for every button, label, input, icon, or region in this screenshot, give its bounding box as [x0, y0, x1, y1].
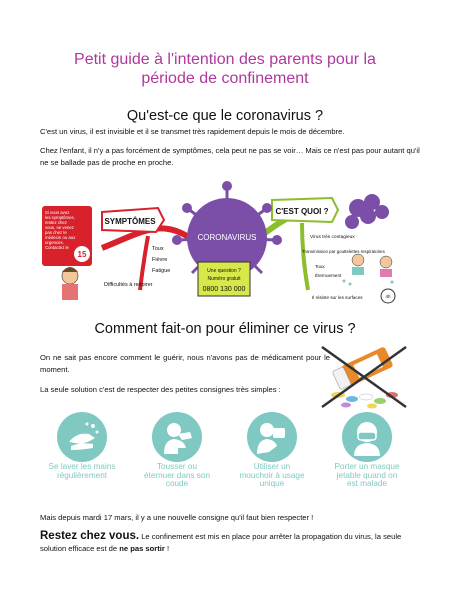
mask-icon	[342, 412, 392, 462]
symptoms-title: SYMPTÔMES	[104, 217, 156, 226]
whatis-title: C'EST QUOI ?	[275, 207, 329, 216]
gesture-label-1: Se laver les mains régulièrement	[48, 462, 116, 480]
page-title	[0, 50, 450, 88]
whatis-item-3: Toux	[315, 264, 325, 269]
mindmap-drawing	[40, 178, 420, 306]
symptom-1: Toux	[152, 246, 164, 252]
footer-para2-text: Le confinement est mis en place pour arrêter la propagation du virus, la seule solution efficace est de	[40, 532, 402, 553]
gesture-label-4: Porter un masque jetable quand on est malade	[334, 462, 400, 489]
red-box-number: 15	[77, 250, 87, 259]
tissue-icon	[247, 412, 297, 462]
whatis-item-1: Virus très contagieux	[310, 235, 355, 240]
footer-para1: Mais depuis mardi 17 mars, il y a une nouvelle consigne qu'il faut bien respecter !	[40, 513, 314, 522]
no-medicine-image	[318, 343, 410, 411]
info-number: 0800 130 000	[202, 286, 246, 293]
info-question: Une question ?	[207, 268, 241, 274]
section2-para2: La seule solution c'est de respecter des petites consignes très simples :	[40, 385, 281, 394]
cough-elbow-icon	[152, 412, 202, 462]
gesture-label-3: Utiliser un mouchoir à usage unique	[239, 462, 305, 489]
whatis-item-5: Il résiste sur les surfaces	[312, 295, 363, 300]
center-label: CORONAVIRUS	[197, 233, 257, 242]
stay-home-text: Restez chez vous.	[40, 530, 140, 542]
coronavirus-mindmap	[40, 178, 420, 306]
page-title-line1: Petit guide à l'intention des parents pour la	[74, 51, 376, 68]
section1-para1: C'est un virus, il est invisible et il se transmet très rapidement depuis le mois de décembre.	[40, 127, 345, 136]
symptom-3: Fatigue	[152, 268, 171, 274]
page-title-line2: période de confinement	[141, 70, 309, 87]
virus-cluster-icon	[345, 194, 389, 229]
section1-heading: Qu'est-ce que le coronavirus ?	[126, 108, 324, 124]
info-free: Numéro gratuit	[207, 276, 241, 282]
gesture-label-2: Tousser ou éternuer dans son coude	[144, 462, 210, 489]
hand-wash-icon	[57, 412, 107, 462]
hours-label: 4h	[385, 294, 391, 299]
child-illustration	[62, 267, 78, 300]
red-box-line: Si vous avez les symptômes, restez chez vous, ne venez pas chez le médecin ou aux urgences. Contactez le	[45, 210, 76, 250]
footer-para2	[40, 530, 420, 555]
footer-exclamation: !	[166, 544, 170, 553]
people-icon	[343, 254, 394, 286]
symptom-4: Difficultés à respirer	[104, 282, 153, 288]
whatis-item-4: Éternuement	[315, 273, 342, 278]
medicine-drawing	[318, 343, 410, 411]
do-not-go-out-text: ne pas sortir	[119, 544, 165, 553]
section2-para1: On ne sait pas encore comment le guérir, nous n'avons pas de médicament pour le moment.	[40, 353, 330, 374]
whatis-item-2: Transmission par gouttelettes respiratoires	[302, 249, 385, 254]
section1-para2: Chez l'enfant, il n'y a pas forcément de symptômes, cela peut ne pas se voir… Mais ce n'est pas pour autant qu'il ne se ballade pas de proche en proche.	[40, 146, 420, 167]
section2-heading: Comment fait-on pour éliminer ce virus ?	[94, 321, 356, 337]
symptom-2: Fièvre	[152, 257, 168, 263]
